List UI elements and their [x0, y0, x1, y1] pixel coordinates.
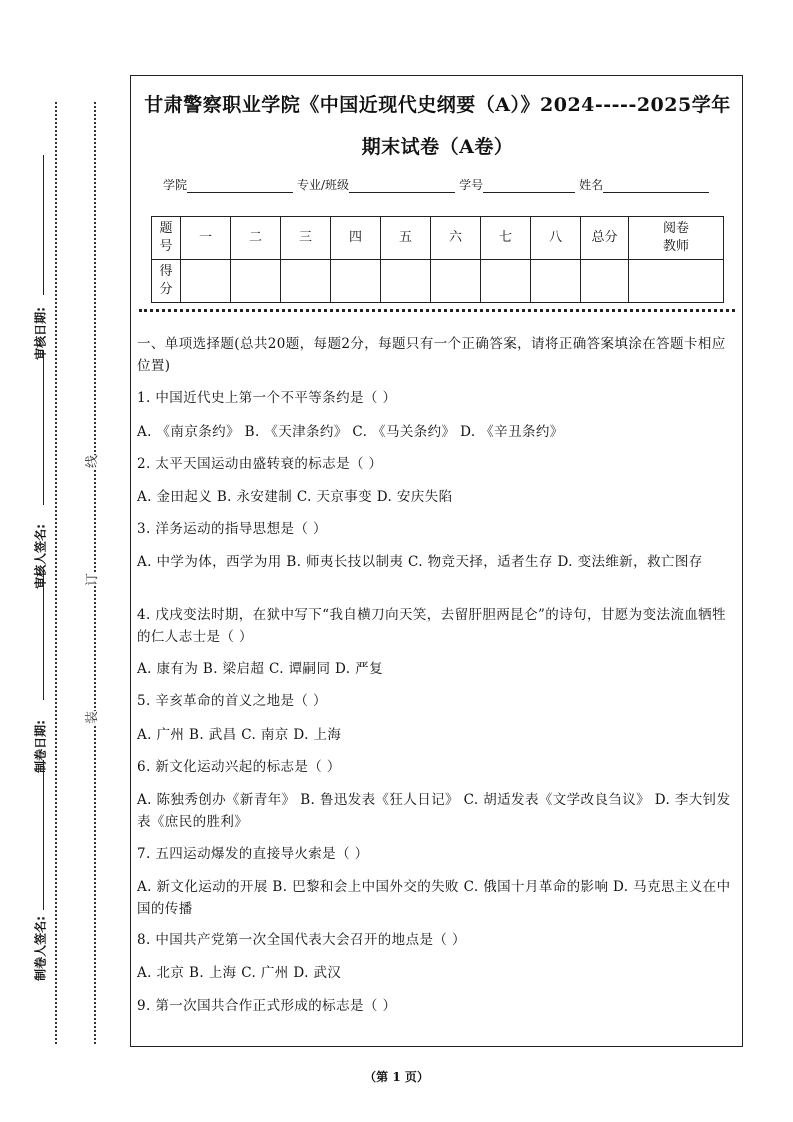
- col-7: 七: [481, 217, 531, 260]
- score-header: 得 分: [152, 260, 181, 303]
- reviewer-sign-label: 审核人签名:: [33, 524, 48, 589]
- student-id-label: 学号: [459, 178, 484, 192]
- binding-strip: [0, 0, 130, 1122]
- question-3-options: A. 中学为体，西学为用 B. 师夷长技以制夷 C. 物竞天择，适者生存 D. 变法维新，救亡图存: [137, 554, 703, 570]
- col-8: 八: [531, 217, 581, 260]
- score-table-header-row: [152, 217, 724, 260]
- col-5: 五: [381, 217, 431, 260]
- col-2: 二: [231, 217, 281, 260]
- college-label: 学院: [163, 178, 188, 192]
- creator-sign-label: 制卷人签名:: [33, 916, 48, 981]
- question-6-options: A. 陈独秀创办《新青年》 B. 鲁迅发表《狂人日记》 C. 胡适发表《文学改良刍议》 D. 李大钊发表《庶民的胜利》: [137, 792, 731, 830]
- question-4-options: A. 康有为 B. 梁启超 C. 谭嗣同 D. 严复: [137, 661, 383, 677]
- college-field[interactable]: [187, 178, 293, 193]
- score-cell: [331, 260, 381, 303]
- question-7-options: A. 新文化运动的开展 B. 巴黎和会上中国外交的失败 C. 俄国十月革命的影响 D. 马克思主义在中国的传播: [137, 879, 731, 917]
- create-date-label: 制卷日期:: [33, 720, 48, 773]
- score-table: [151, 216, 724, 303]
- binding-dotted-line-outer: [55, 102, 57, 1044]
- question-4: 4. 戊戌变法时期，在狱中写下“我自横刀向天笑，去留肝胆两昆仑”的诗句，甘愿为变法流血牺牲的仁人志士是（ ）: [137, 607, 726, 645]
- major-class-label: 专业/班级: [297, 178, 350, 192]
- create-date-line: [43, 570, 44, 700]
- question-1: 1. 中国近代史上第一个不平等条约是（ ）: [137, 390, 397, 406]
- col-total: 总分: [581, 217, 629, 260]
- question-number-header: 题 号: [152, 217, 181, 260]
- score-cell: [531, 260, 581, 303]
- binding-char-zhuang: 装: [79, 711, 102, 724]
- dotted-separator: [139, 309, 735, 312]
- score-cell: [381, 260, 431, 303]
- question-6: 6. 新文化运动兴起的标志是（ ）: [137, 759, 341, 775]
- score-cell: [181, 260, 231, 303]
- reviewer-sign-line: [43, 350, 44, 505]
- review-date-line: [43, 155, 44, 295]
- col-6: 六: [431, 217, 481, 260]
- col-1: 一: [181, 217, 231, 260]
- question-2-options: A. 金田起义 B. 永安建制 C. 天京事变 D. 安庆失陷: [137, 489, 453, 505]
- question-2: 2. 太平天国运动由盛转衰的标志是（ ）: [137, 456, 383, 472]
- score-cell: [281, 260, 331, 303]
- col-teacher: 阅卷 教师: [629, 217, 724, 260]
- exam-title: 甘肃警察职业学院《中国近现代史纲要（A）》2024-----2025学年: [144, 94, 731, 116]
- name-field[interactable]: [603, 178, 709, 193]
- question-7: 7. 五四运动爆发的直接导火索是（ ）: [137, 846, 369, 862]
- exam-subtitle: 期末试卷（A卷）: [361, 136, 514, 158]
- col-3: 三: [281, 217, 331, 260]
- major-class-field[interactable]: [349, 178, 455, 193]
- score-cell: [231, 260, 281, 303]
- score-cell: [481, 260, 531, 303]
- student-id-field[interactable]: [483, 178, 575, 193]
- binding-char-xian: 线: [79, 455, 102, 468]
- name-label: 姓名: [579, 178, 604, 192]
- question-3: 3. 洋务运动的指导思想是（ ）: [137, 521, 327, 537]
- score-cell: [581, 260, 629, 303]
- question-8: 8. 中国共产党第一次全国代表大会召开的地点是（ ）: [137, 932, 466, 948]
- score-cell: [629, 260, 724, 303]
- page-footer: （第 1 页）: [364, 1070, 429, 1084]
- question-5: 5. 辛亥革命的首义之地是（ ）: [137, 693, 327, 709]
- section-heading: 一、单项选择题(总共20题，每题2分，每题只有一个正确答案，请将正确答案填涂在答题卡相应位置): [137, 336, 726, 374]
- creator-sign-line: [43, 760, 44, 910]
- question-8-options: A. 北京 B. 上海 C. 广州 D. 武汉: [137, 965, 342, 981]
- question-9: 9. 第一次国共合作正式形成的标志是（ ）: [137, 998, 397, 1014]
- col-4: 四: [331, 217, 381, 260]
- student-info-row: [163, 176, 713, 193]
- question-5-options: A. 广州 B. 武昌 C. 南京 D. 上海: [137, 727, 342, 743]
- binding-char-ding: 订: [79, 573, 102, 586]
- score-table-score-row: [152, 260, 724, 303]
- review-date-label: 审核日期:: [33, 307, 48, 360]
- question-1-options: A. 《南京条约》 B. 《天津条约》 C. 《马关条约》 D. 《辛丑条约》: [137, 424, 564, 440]
- exam-frame: [130, 75, 743, 1047]
- score-cell: [431, 260, 481, 303]
